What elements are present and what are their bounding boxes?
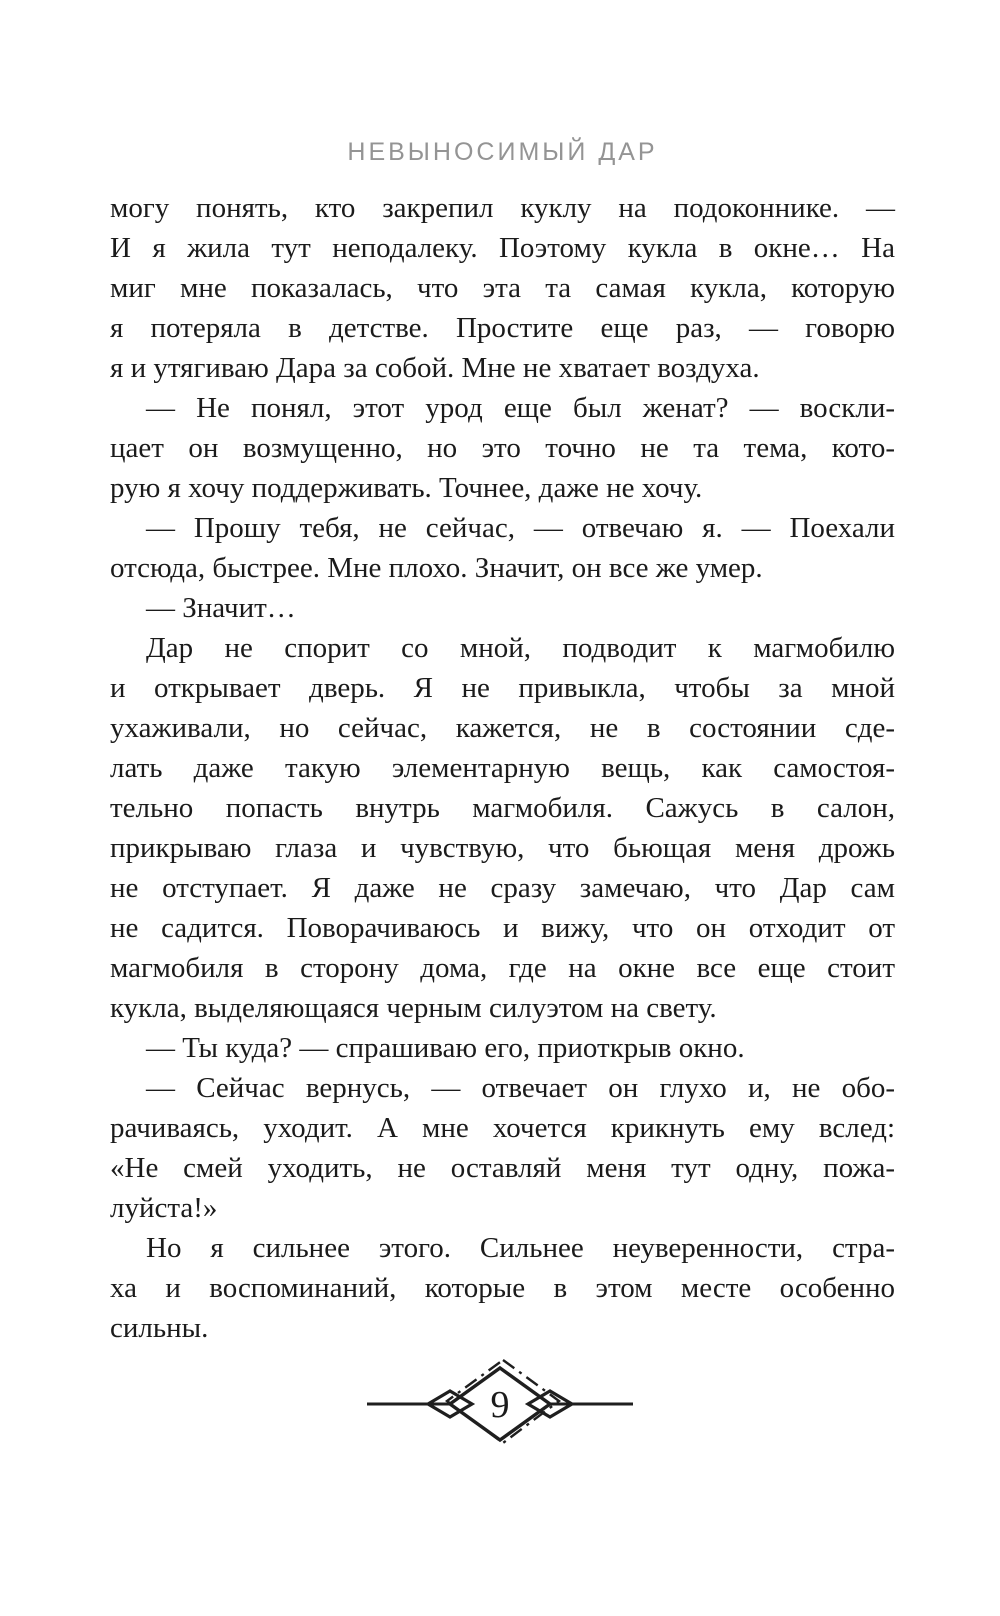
text-line: — Прошу тебя, не сейчас, — отвечаю я. — Поехали — [146, 512, 895, 544]
text-line: ухаживали, но сейчас, кажется, не в состоянии сде- — [110, 712, 895, 744]
text-line: магмобиля в сторону дома, где на окне все еще стоит — [110, 952, 895, 984]
text-line: я потеряла в детстве. Простите еще раз, — говорю — [110, 312, 895, 344]
text-line: сильны. — [110, 1312, 209, 1344]
text-line: Но я сильнее этого. Сильнее неуверенности, стра- — [146, 1232, 895, 1264]
text-line: не садится. Поворачиваюсь и вижу, что он отходит от — [110, 912, 895, 944]
body-text-block — [110, 188, 895, 1348]
text-line: кукла, выделяющаяся черным силуэтом на свету. — [110, 992, 717, 1024]
text-line: — Ты куда? — спрашиваю его, приоткрыв окно. — [146, 1032, 745, 1064]
text-line: «Не смей уходить, не оставляй меня тут одну, пожа- — [110, 1152, 895, 1184]
diamond-ornament-icon — [365, 1338, 635, 1470]
text-line: ха и воспоминаний, которые в этом месте особенно — [110, 1272, 895, 1304]
text-line: цает он возмущенно, но это точно не та тема, кото- — [110, 432, 895, 464]
paragraph — [110, 588, 895, 628]
paragraph — [110, 628, 895, 1028]
text-line: луйста!» — [110, 1192, 218, 1224]
paragraph — [110, 508, 895, 588]
text-line: рую я хочу поддерживать. Точнее, даже не хочу. — [110, 472, 703, 504]
text-line: — Сейчас вернусь, — отвечает он глухо и, не обо- — [146, 1072, 895, 1104]
text-line: могу понять, кто закрепил куклу на подоконнике. — — [110, 192, 895, 224]
text-line: Дар не спорит со мной, подводит к магмобилю — [146, 632, 895, 664]
text-line: — Значит… — [146, 592, 296, 624]
text-line: миг мне показалась, что эта та самая кукла, которую — [110, 272, 895, 304]
running-header: НЕВЫНОСИМЫЙ ДАР — [347, 138, 658, 166]
paragraph — [110, 1028, 895, 1068]
paragraph — [110, 1068, 895, 1228]
paragraph — [110, 1228, 895, 1348]
page-number: 9 — [490, 1384, 510, 1426]
text-line: лать даже такую элементарную вещь, как самостоя- — [110, 752, 895, 784]
text-line: прикрываю глаза и чувствую, что бьющая меня дрожь — [110, 832, 895, 864]
text-line: не отступает. Я даже не сразу замечаю, что Дар сам — [110, 872, 895, 904]
text-line: тельно попасть внутрь магмобиля. Сажусь в салон, — [110, 792, 895, 824]
paragraph — [110, 188, 895, 388]
text-line: — Не понял, этот урод еще был женат? — воскли- — [146, 392, 895, 424]
text-line: И я жила тут неподалеку. Поэтому кукла в окне… На — [110, 232, 895, 264]
text-line: рачиваясь, уходит. А мне хочется крикнуть ему вслед: — [110, 1112, 895, 1144]
paragraph — [110, 388, 895, 508]
text-line: я и утягиваю Дара за собой. Мне не хватает воздуха. — [110, 352, 760, 384]
text-line: отсюда, быстрее. Мне плохо. Значит, он все же умер. — [110, 552, 763, 584]
text-line: и открывает дверь. Я не привыкла, чтобы за мной — [110, 672, 895, 704]
page-footer — [0, 1338, 1000, 1470]
